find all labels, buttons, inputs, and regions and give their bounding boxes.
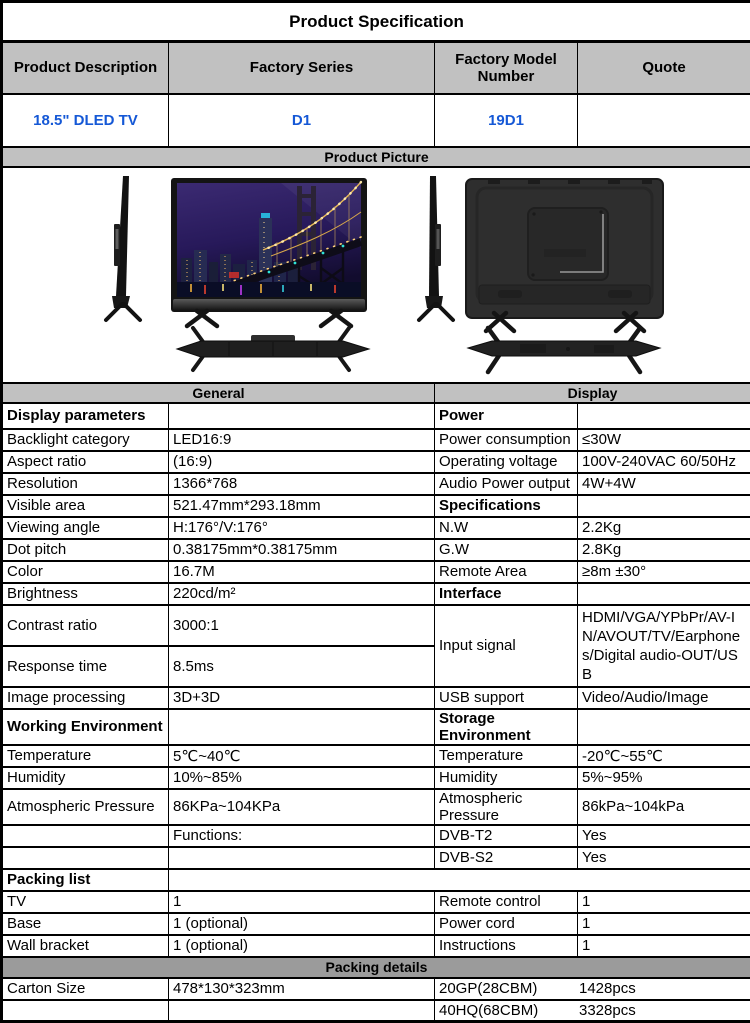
spec-value-cell: -20℃~55℃ <box>578 745 750 767</box>
page-title: Product Specification <box>2 2 750 42</box>
product-description-value: 18.5" DLED TV <box>2 94 169 147</box>
spec-row <box>2 583 750 605</box>
spec-label-cell: DVB-T2 <box>435 825 578 847</box>
spec-label-cell: Audio Power output <box>435 473 578 495</box>
spec-label-cell: Operating voltage <box>435 451 578 473</box>
container-qty: 1428pcs <box>579 980 636 997</box>
spec-label-cell: Packing list <box>2 869 169 891</box>
spec-value-cell: ≤30W <box>578 429 750 451</box>
spec-label-cell: Humidity <box>435 767 578 789</box>
spec-row <box>2 605 750 646</box>
spec-value-cell: 1 (optional) <box>169 935 435 957</box>
col-header-factory-model-number: Factory Model Number <box>435 42 578 94</box>
spec-label-cell: Visible area <box>2 495 169 517</box>
spec-value-cell <box>169 847 435 869</box>
spec-value-cell: 3000:1 <box>169 605 435 646</box>
top-header-row <box>2 42 750 94</box>
spec-label-cell: Power <box>435 403 578 429</box>
spec-value-cell: 1 <box>578 935 750 957</box>
spec-label-cell: Remote control <box>435 891 578 913</box>
spec-row <box>2 403 750 429</box>
picture-section-header: Product Picture <box>2 147 750 167</box>
spec-value-cell: 1 <box>578 913 750 935</box>
spec-label-cell: Power cord <box>435 913 578 935</box>
spec-value-cell: 4W+4W <box>578 473 750 495</box>
section-band-row <box>2 383 750 403</box>
spec-row <box>2 561 750 583</box>
spec-value-cell: HDMI/VGA/YPbPr/AV-IN/AVOUT/TV/Earphones/Digital audio-OUT/USB <box>578 605 750 687</box>
spec-label-cell: Viewing angle <box>2 517 169 539</box>
spec-value-cell <box>169 869 750 891</box>
spec-label-cell: Power consumption <box>435 429 578 451</box>
spec-label-cell <box>2 847 169 869</box>
spec-label-cell: Temperature <box>435 745 578 767</box>
spec-label-cell: Interface <box>435 583 578 605</box>
packing-row <box>2 1000 750 1022</box>
spec-value-cell <box>578 709 750 745</box>
spec-value-cell: 2.2Kg <box>578 517 750 539</box>
spec-value-cell: Functions: <box>169 825 435 847</box>
spec-label-cell: Temperature <box>2 745 169 767</box>
packing-details-header: Packing details <box>2 957 750 978</box>
container-type: 20GP(28CBM) <box>439 980 579 997</box>
spec-label-cell <box>2 1000 169 1022</box>
spec-label-cell: N.W <box>435 517 578 539</box>
spec-value-cell: Yes <box>578 847 750 869</box>
spec-label-cell: Image processing <box>2 687 169 709</box>
col-header-product-description: Product Description <box>2 42 169 94</box>
display-section-header: Display <box>435 383 750 403</box>
spec-row <box>2 429 750 451</box>
spec-label-cell: Color <box>2 561 169 583</box>
spec-label-cell: Specifications <box>435 495 578 517</box>
spec-label-cell: Working Environment <box>2 709 169 745</box>
spec-label-cell: Contrast ratio <box>2 605 169 646</box>
spec-label-cell: Input signal <box>435 605 578 687</box>
spec-value-cell: 1 <box>578 891 750 913</box>
spec-row <box>2 913 750 935</box>
spec-row <box>2 767 750 789</box>
spec-label-cell: Storage Environment <box>435 709 578 745</box>
spec-label-cell: G.W <box>435 539 578 561</box>
spec-value-cell: 5%~95% <box>578 767 750 789</box>
spec-value-cell: 8.5ms <box>169 646 435 687</box>
spec-value-cell: (16:9) <box>169 451 435 473</box>
spec-label-cell: Atmospheric Pressure <box>2 789 169 825</box>
spec-label-cell: Wall bracket <box>2 935 169 957</box>
container-qty: 3328pcs <box>579 1002 636 1019</box>
tv-front-image <box>171 178 367 326</box>
tv-base-front-image <box>177 328 369 370</box>
spec-label-cell: Aspect ratio <box>2 451 169 473</box>
spec-value-cell: Yes <box>578 825 750 847</box>
spec-value-cell: ≥8m ±30° <box>578 561 750 583</box>
spec-value-cell <box>169 709 435 745</box>
spec-value-cell: LED16:9 <box>169 429 435 451</box>
spec-row <box>2 539 750 561</box>
spec-value-cell: 16.7M <box>169 561 435 583</box>
spec-row <box>2 891 750 913</box>
spec-label-cell: Instructions <box>435 935 578 957</box>
spec-row <box>2 687 750 709</box>
spec-row <box>2 847 750 869</box>
container-type: 40HQ(68CBM) <box>439 1002 579 1019</box>
spec-value-cell <box>578 495 750 517</box>
packing-details-band-row <box>2 957 750 978</box>
product-picture <box>3 168 749 382</box>
spec-value-cell: 1 <box>169 891 435 913</box>
factory-series-value: D1 <box>169 94 435 147</box>
spec-value-cell <box>169 1000 435 1022</box>
spec-value-cell: 220cd/m² <box>169 583 435 605</box>
tv-side-left-image <box>106 176 140 320</box>
picture-band-row <box>2 147 750 167</box>
spec-row <box>2 495 750 517</box>
spec-label-cell <box>2 825 169 847</box>
sheet-title-row <box>2 2 750 42</box>
tv-back-image <box>466 179 663 331</box>
spec-label-cell: Backlight category <box>2 429 169 451</box>
spec-row <box>2 709 750 745</box>
spec-label-cell: Response time <box>2 646 169 687</box>
spec-value-cell: 521.47mm*293.18mm <box>169 495 435 517</box>
spec-label-cell: Atmospheric Pressure <box>435 789 578 825</box>
col-header-factory-series: Factory Series <box>169 42 435 94</box>
spec-row <box>2 789 750 825</box>
container-load-cell <box>435 1000 750 1022</box>
spec-value-cell: 86kPa~104kPa <box>578 789 750 825</box>
spec-value-cell: 2.8Kg <box>578 539 750 561</box>
tv-side-right-image <box>419 176 453 320</box>
spec-value-cell <box>578 583 750 605</box>
product-picture-cell <box>2 167 750 383</box>
spec-label-cell: USB support <box>435 687 578 709</box>
spec-row <box>2 745 750 767</box>
spec-row <box>2 517 750 539</box>
spec-value-cell: 478*130*323mm <box>169 978 435 1000</box>
spec-label-cell: Base <box>2 913 169 935</box>
spec-value-cell: Video/Audio/Image <box>578 687 750 709</box>
picture-row <box>2 167 750 383</box>
spec-label-cell: Brightness <box>2 583 169 605</box>
tv-base-back-image <box>468 328 660 372</box>
spec-label-cell: DVB-S2 <box>435 847 578 869</box>
spec-label-cell: Display parameters <box>2 403 169 429</box>
spec-row <box>2 825 750 847</box>
spec-value-cell: 3D+3D <box>169 687 435 709</box>
spec-label-cell: TV <box>2 891 169 913</box>
container-load-cell <box>435 978 750 1000</box>
spec-value-cell: H:176°/V:176° <box>169 517 435 539</box>
spec-label-cell: Dot pitch <box>2 539 169 561</box>
spec-label-cell: Resolution <box>2 473 169 495</box>
spec-row <box>2 473 750 495</box>
spec-label-cell: Carton Size <box>2 978 169 1000</box>
top-values-row <box>2 94 750 147</box>
spec-value-cell: 1366*768 <box>169 473 435 495</box>
spec-value-cell <box>169 403 435 429</box>
quote-value <box>578 94 750 147</box>
spec-row <box>2 869 750 891</box>
col-header-quote: Quote <box>578 42 750 94</box>
spec-row <box>2 935 750 957</box>
spec-value-cell: 100V-240VAC 60/50Hz <box>578 451 750 473</box>
spec-value-cell <box>578 403 750 429</box>
spec-label-cell: Remote Area <box>435 561 578 583</box>
spec-value-cell: 86KPa~104KPa <box>169 789 435 825</box>
spec-label-cell: Humidity <box>2 767 169 789</box>
spec-value-cell: 10%~85% <box>169 767 435 789</box>
general-section-header: General <box>2 383 435 403</box>
packing-row <box>2 978 750 1000</box>
spec-value-cell: 0.38175mm*0.38175mm <box>169 539 435 561</box>
spec-value-cell: 5℃~40℃ <box>169 745 435 767</box>
factory-model-number-value: 19D1 <box>435 94 578 147</box>
spec-row <box>2 451 750 473</box>
spec-value-cell: 1 (optional) <box>169 913 435 935</box>
